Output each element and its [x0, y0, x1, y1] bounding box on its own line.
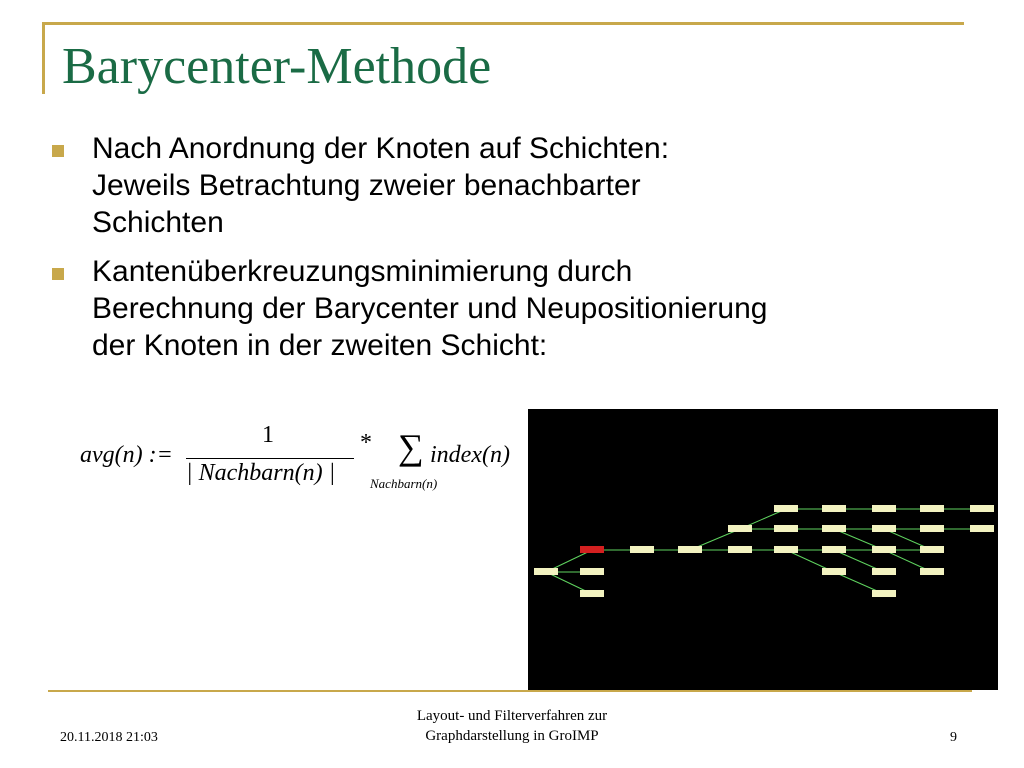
sum-symbol: ∑ [398, 427, 424, 467]
formula-summand: index(n) [430, 442, 510, 468]
formula-lhs: avg(n) := [80, 442, 173, 468]
graph-node [872, 525, 896, 532]
graph-node [872, 568, 896, 575]
bullet-item [52, 253, 942, 364]
graph-node [920, 505, 944, 512]
bullet-line: Schichten [92, 206, 224, 239]
bullet-item [52, 130, 942, 241]
formula-denominator: | Nachbarn(n) | [186, 460, 336, 486]
graph-node [630, 546, 654, 553]
graph-node [920, 546, 944, 553]
graph-node [774, 505, 798, 512]
graph-node [774, 546, 798, 553]
graph-node [774, 525, 798, 532]
barycenter-formula [80, 420, 540, 500]
graph-node [822, 568, 846, 575]
graph-node-highlighted [580, 546, 604, 553]
footer-center-text [380, 706, 644, 746]
fraction-bar [186, 458, 354, 459]
formula-operator: * [360, 430, 372, 456]
graph-node [822, 505, 846, 512]
footer-date: 20.11.2018 21:03 [60, 730, 158, 745]
footer-divider [48, 690, 972, 692]
graph-node [872, 590, 896, 597]
graph-node [872, 505, 896, 512]
graph-edges [546, 509, 982, 594]
graph-node [678, 546, 702, 553]
sum-subscript: Nachbarn(n) [370, 476, 438, 491]
page-number: 9 [950, 730, 957, 745]
bullet-line: der Knoten in der zweiten Schicht: [92, 329, 548, 362]
slide-frame-top [42, 22, 964, 25]
graph-node [580, 568, 604, 575]
graph-node [728, 546, 752, 553]
bullet-line: Nach Anordnung der Knoten auf Schichten: [92, 132, 670, 165]
footer-center-line: Graphdarstellung in GroIMP [425, 728, 599, 744]
bullet-square-icon [52, 268, 64, 280]
graph-node [970, 505, 994, 512]
slide-frame-left [42, 22, 45, 94]
bullet-square-icon [52, 145, 64, 157]
bullet-line: Kantenüberkreuzungsminimierung durch [92, 255, 633, 288]
graph-node [920, 568, 944, 575]
graph-node [822, 525, 846, 532]
layered-graph [528, 409, 998, 690]
bullet-list [52, 130, 942, 376]
graph-node [580, 590, 604, 597]
graph-node [822, 546, 846, 553]
footer-center-line: Layout- und Filterverfahren zur [416, 708, 608, 724]
slide-title: Barycenter-Methode [62, 38, 492, 95]
graph-screenshot [528, 409, 998, 690]
graph-node [920, 525, 944, 532]
graph-node [970, 525, 994, 532]
bullet-line: Jeweils Betrachtung zweier benachbarter [92, 169, 641, 202]
graph-node [534, 568, 558, 575]
formula-numerator: 1 [262, 422, 274, 448]
graph-node [872, 546, 896, 553]
bullet-line: Berechnung der Barycenter und Neupositionierung [92, 292, 768, 325]
graph-node [728, 525, 752, 532]
